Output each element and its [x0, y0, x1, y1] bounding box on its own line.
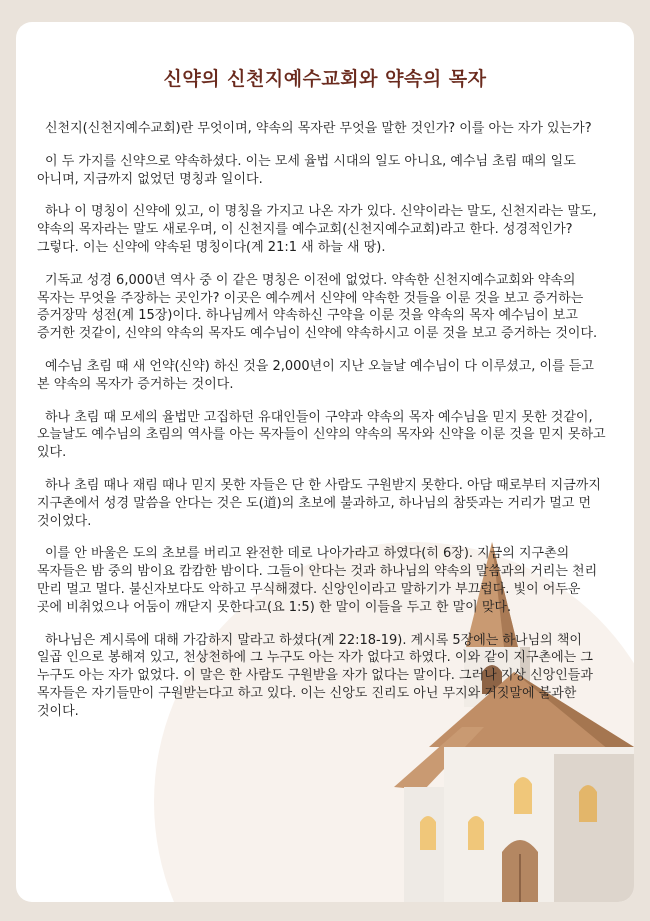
paragraph: 이를 안 바울은 도의 초보를 버리고 완전한 데로 나아가라고 하였다(히 6장). 지금의 지구촌의 목자들은 밤 중의 밤이요 캄캄한 밤이다. 그들이 안다는 것과 하나님의 약속의 말씀과의 거리는 천리 만리 멀고 멀다. 불신자보다도 악하고 무식해졌다. 신앙인이라고 말하기가 부끄럽다. 빛이 어두운 곳에 비취었으나 어둠이 깨닫지 못한다고(요 1:5) 한 말이 이들을 두고 한 말이 맞다.	[37, 546, 598, 615]
paragraph: 하나 초림 때나 재림 때나 믿지 못한 자들은 단 한 사람도 구원받지 못한다. 아담 때로부터 지금까지 지구촌에서 성경 말씀을 안다는 것은 도(道)의 초보에 불과하고, 하나님의 참뜻과는 거리가 멀고 먼 것이었다.	[37, 477, 601, 529]
paragraph: 하나 이 명칭이 신약에 있고, 이 명칭을 가지고 나온 자가 있다. 신약이라는 말도, 신천지라는 말도, 약속의 목자라는 말도 새로우며, 이 신천지를 예수교회(신천지예수교회)라고 한다. 성경적인가? 그렇다. 이는 신약에 약속된 명칭이다(계 21:1 새 하늘 새 땅).	[37, 204, 597, 255]
paragraph: 신천지(신천지예수교회)란 무엇이며, 약속의 목자란 무엇을 말한 것인가? 이를 아는 자가 있는가?	[45, 121, 592, 136]
article-body	[37, 120, 607, 736]
paragraph: 기독교 성경 6,000년 역사 중 이 같은 명칭은 이전에 없었다. 약속한 신천지예수교회와 약속의 목자는 무엇을 주장하는 곳인가? 이곳은 예수께서 신약에 약속한 것들을 이룬 것을 보고 증거하는 증거장막 성전(계 15장)이다. 하나님께서 약속하신 구약을 이룬 것을 약속의 목자 예수님이 보고 증거한 것같이, 신약의 약속의 목자도 예수님이 신약에 약속하시고 이룬 것을 보고 증거하는 것이다.	[37, 272, 598, 342]
page-title: 신약의 신천지예수교회와 약속의 목자	[163, 68, 487, 90]
document-page	[16, 22, 634, 902]
paragraph: 예수님 초림 때 새 언약(신약) 하신 것을 2,000년이 지난 오늘날 예수님이 다 이루셨고, 이를 듣고 본 약속의 목자가 증거하는 것이다.	[37, 358, 594, 392]
paragraph: 이 두 가지를 신약으로 약속하셨다. 이는 모세 율법 시대의 일도 아니요, 예수님 초림 때의 일도 아니며, 지금까지 없었던 명칭과 일이다.	[37, 153, 576, 187]
paragraph: 하나님은 계시록에 대해 가감하지 말라고 하셨다(계 22:18-19). 계시록 5장에는 하나님의 책이 일곱 인으로 봉해져 있고, 천상천하에 그 누구도 아는 자가 없다고 하였다. 이와 같이 지구촌에는 그 누구도 아는 자가 없었다. 이 말은 한 사람도 구원받을 자가 없다는 말이다. 그러나 지상 신앙인들과 목자들은 자기들만이 구원받는다고 하고 있다. 이는 신앙도 진리도 아닌 무지와 거짓말에 불과한 것이다.	[37, 632, 593, 719]
paragraph: 하나 초림 때 모세의 율법만 고집하던 유대인들이 구약과 약속의 목자 예수님을 믿지 못한 것같이, 오늘날도 예수님의 초림의 역사를 아는 목자들이 신약의 약속의 목자와 신약을 이룬 것을 믿지 못하고 있다.	[37, 409, 606, 461]
